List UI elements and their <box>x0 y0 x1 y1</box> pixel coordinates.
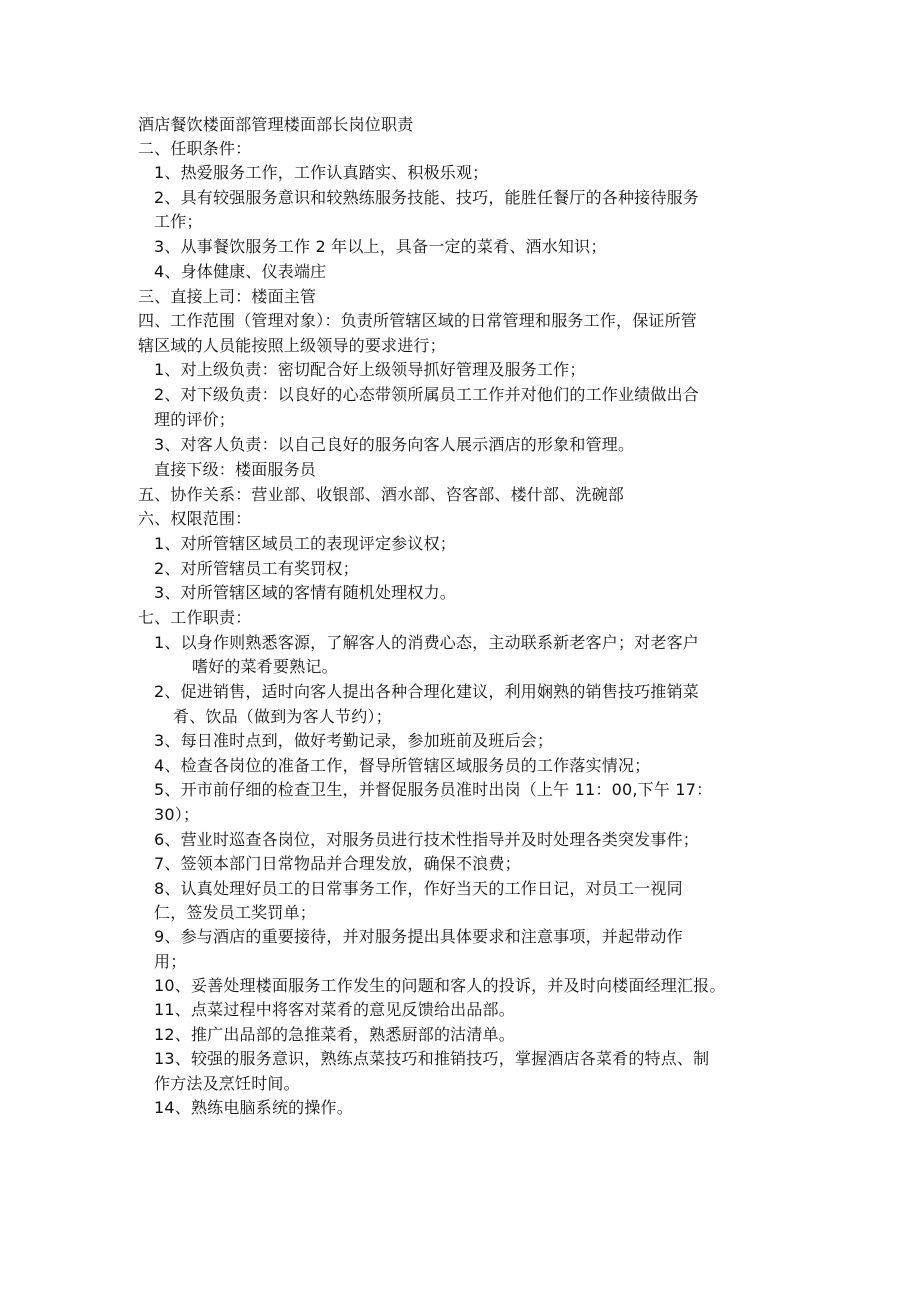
list-item: 2、对下级负责：以良好的心态带领所属员工工作并对他们的工作业绩做出合 <box>154 385 699 404</box>
list-item: 12、推广出品部的急推菜肴，熟悉厨部的沽清单。 <box>154 1025 515 1044</box>
section-heading: 七、工作职责： <box>138 608 252 627</box>
list-item: 8、认真处理好员工的日常事务工作，作好当天的工作日记，对员工一视同 <box>154 879 683 898</box>
list-item-continuation: 工作； <box>154 212 203 231</box>
list-item: 6、营业时巡查各岗位，对服务员进行技术性指导并及时处理各类突发事件； <box>154 830 699 849</box>
section-heading: 五、协作关系：营业部、收银部、酒水部、咨客部、楼什部、洗碗部 <box>138 485 625 504</box>
section-heading-continuation: 辖区域的人员能按照上级领导的要求进行； <box>138 336 446 355</box>
section-heading: 四、工作范围（管理对象）：负责所管辖区域的日常管理和服务工作，保证所管 <box>138 311 698 330</box>
list-item: 1、对上级负责：密切配合好上级领导抓好管理及服务工作； <box>154 360 586 379</box>
list-item: 9、参与酒店的重要接待，并对服务提出具体要求和注意事项，并起带动作 <box>154 927 683 946</box>
section-heading: 三、直接上司：楼面主管 <box>138 287 317 306</box>
list-item: 1、对所管辖区域员工的表现评定参议权； <box>154 534 456 553</box>
list-item: 10、妥善处理楼面服务工作发生的问题和客人的投诉，并及时向楼面经理汇报。 <box>154 976 726 995</box>
list-item: 1、热爱服务工作，工作认真踏实、积极乐观； <box>154 163 489 182</box>
list-item-continuation: 30）； <box>154 805 200 824</box>
section-heading: 二、任职条件： <box>138 139 252 158</box>
list-item-continuation: 用； <box>154 952 187 971</box>
list-item: 3、对所管辖区域的客情有随机处理权力。 <box>154 583 456 602</box>
list-item: 3、对客人负责：以自己良好的服务向客人展示酒店的形象和管理。 <box>154 435 635 454</box>
list-item: 3、从事餐饮服务工作 2 年以上，具备一定的菜肴、酒水知识； <box>154 237 607 256</box>
list-item-continuation: 肴、饮品（做到为客人节约）； <box>173 707 392 726</box>
list-item: 2、对所管辖员工有奖罚权； <box>154 559 359 578</box>
list-item: 2、促进销售，适时向客人提出各种合理化建议，利用娴熟的销售技巧推销菜 <box>154 682 699 701</box>
section-heading: 六、权限范围： <box>138 509 252 528</box>
list-item: 2、具有较强服务意识和较熟练服务技能、技巧，能胜任餐厅的各种接待服务 <box>154 188 699 207</box>
list-item: 4、身体健康、仪表端庄 <box>154 262 327 281</box>
list-item: 4、检查各岗位的准备工作，督导所管辖区域服务员的工作落实情况； <box>154 756 651 775</box>
list-item: 13、较强的服务意识，熟练点菜技巧和推销技巧，掌握酒店各菜肴的特点、制 <box>154 1049 710 1068</box>
list-item-continuation: 嗜好的菜肴要熟记。 <box>192 657 338 676</box>
list-item: 11、点菜过程中将客对菜肴的意见反馈给出品部。 <box>154 1000 515 1019</box>
list-item: 1、以身作则熟悉客源，了解客人的消费心态，主动联系新老客户；对老客户 <box>154 633 699 652</box>
list-item-continuation: 理的评价； <box>154 410 236 429</box>
subordinate-line: 直接下级：楼面服务员 <box>154 460 317 479</box>
list-item: 7、签领本部门日常物品并合理发放，确保不浪费； <box>154 854 521 873</box>
list-item: 5、开市前仔细的检查卫生，并督促服务员准时出岗（上午 11：00,下午 17： <box>154 780 713 799</box>
list-item: 14、熟练电脑系统的操作。 <box>154 1098 353 1117</box>
list-item: 3、每日准时点到，做好考勤记录，参加班前及班后会； <box>154 731 554 750</box>
document-title: 酒店餐饮楼面部管理楼面部长岗位职责 <box>138 115 414 134</box>
list-item-continuation: 作方法及烹饪时间。 <box>154 1074 300 1093</box>
list-item-continuation: 仁，签发员工奖罚单； <box>154 903 317 922</box>
